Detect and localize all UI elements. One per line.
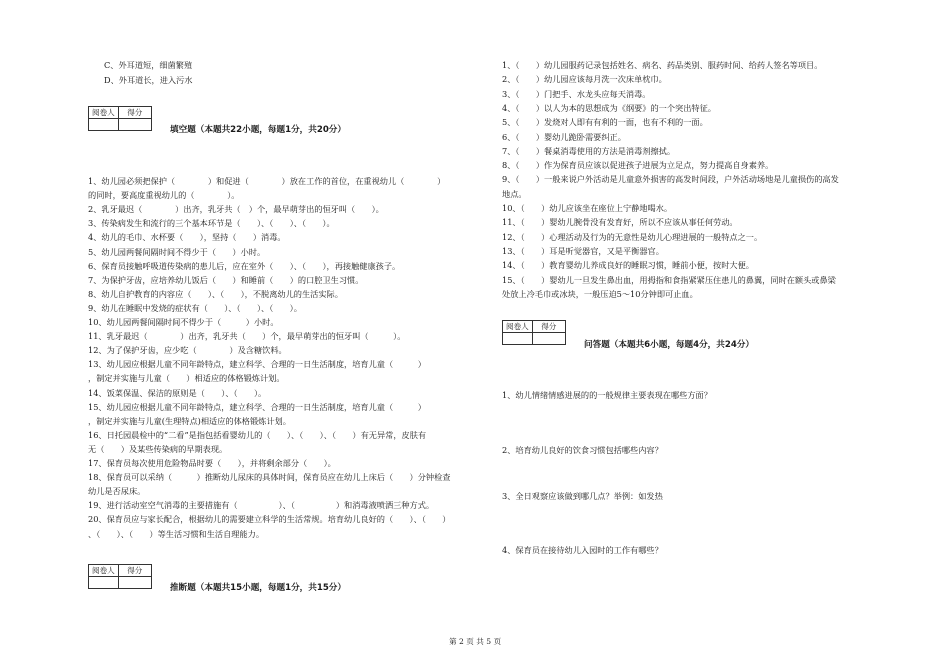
page-footer: 第 2 页 共 5 页 [448, 637, 502, 646]
qa-question-4: 4、保育员在接待幼儿入园时的工作有哪些？ [502, 545, 663, 555]
option-d: D、外耳道长，进入污水 [104, 75, 193, 85]
qa-question-2: 2、培育幼儿良好的饮食习惯包括哪些内容？ [502, 445, 663, 455]
fill-question-line: ，制定并实施与儿童（ ）相适应的体格锻炼计划。 [88, 373, 285, 384]
fill-question-line: 3、传染病发生和流行的三个基本环节是（ ）、（ ）、（ ）。 [88, 218, 335, 229]
judge-question-line: 地点。 [502, 188, 527, 199]
fill-question-line: 16、日托园晨检中的“二看”是指包括看婴幼儿的（ ）、（ ）、（ ）有无异常，皮肤有 [88, 429, 427, 440]
fill-question-line: 15、幼儿园应根据儿童不同年龄特点，建立科学、合理的一日生活制度，培育儿童（ ） [88, 401, 426, 412]
judge-question-line: 14、（ ）教育婴幼儿养成良好的睡眠习惯，睡前小便，按时大便。 [502, 260, 754, 271]
qa-question-1: 1、幼儿情绪情感进展的的一般规律主要表现在哪些方面？ [502, 390, 712, 400]
judge-question-line: 5、（ ）发烧对人即有有利的一面，也有不利的一面。 [502, 117, 708, 128]
qa-question-3: 3、全日观察应该做到哪几点？举例：如发热 [502, 491, 663, 501]
fill-question-line: 9、幼儿在睡眠中发烧的症状有（ ）、（ ）、（ ）。 [88, 302, 302, 313]
judge-question-line: 10、（ ）幼儿应该坐在座位上宁静地喝水。 [502, 203, 673, 213]
judge-question-line: 13、（ ）耳是听觉器官，又是平衡器官。 [502, 245, 664, 256]
judge-question-line: 12、（ ）心理活动及行为的无意性是幼儿心理进展的一般特点之一。 [502, 231, 763, 242]
reviewer-label: 阅卷人 [89, 565, 119, 577]
fill-question-line: 10、幼儿园两餐间隔时间不得少于（ ）小时。 [88, 317, 279, 327]
judge-question-line: 11、（ ）婴幼儿腕骨没有发育好，所以不应该从事任何劳动。 [502, 217, 738, 228]
option-c: C、外耳道短，细菌繁殖 [104, 60, 193, 70]
reviewer-label: 阅卷人 [503, 321, 533, 333]
judge-question-line: 7、（ ）餐桌消毒使用的方法是消毒剂擦拭。 [502, 145, 676, 156]
fill-question-line: 14、饭菜保温、保洁的原则是（ ）、（ ）。 [88, 387, 267, 398]
fill-question-line: 11、乳牙最迟（ ）出齐，乳牙共（ ）个，最早萌芽出的恒牙叫（ ）。 [88, 331, 406, 342]
score-label: 得分 [532, 321, 565, 333]
score-table-qa [502, 320, 566, 345]
judge-question-line: 8、（ ）作为保育员应该以促进孩子进展为立足点，努力提高自身素养。 [502, 160, 774, 171]
judge-question-line: 处放上冷毛巾或冰块，一般压迫5～10分钟即可止血。 [502, 288, 698, 299]
score-label: 得分 [118, 107, 151, 119]
fill-question-line: 2、乳牙最迟（ ）出齐，乳牙共（ ）个，最早萌芽出的恒牙叫（ ）。 [88, 204, 384, 215]
fill-question-line: 1、幼儿园必须把保护（ ）和促进（ ）放在工作的首位，在重视幼儿（ ） [88, 176, 446, 186]
fill-question-line: 5、幼儿园两餐间隔时间不得少于（ ）小时。 [88, 246, 266, 257]
score-table-fill [88, 106, 152, 131]
reviewer-label: 阅卷人 [89, 107, 119, 119]
fill-question-line: 18、保育员可以采纳（ ）推断幼儿尿床的具体时间，保育员应在幼儿上床后（ ）分钟检查 [88, 472, 451, 483]
fill-question-line: 4、幼儿的毛巾、水杯要（ ），坚持（ ）消毒。 [88, 232, 286, 243]
fill-question-line: 的同时，要高度重视幼儿的（ ）。 [88, 190, 240, 201]
fill-question-line: 8、幼儿自护教育的内容应（ ）、（ ），不脱离幼儿的生活实际。 [88, 288, 343, 299]
fill-question-line: ，制定并实施与儿童(生理特点)相适应的体格锻炼计划。 [88, 415, 291, 426]
fill-question-line: 无（ ）及某些传染病的早期表现。 [88, 443, 228, 454]
qa-section-title: 问答题（本题共6小题，每题4分，共24分） [584, 340, 755, 350]
fill-question-line: 12、为了保护牙齿，应少吃（ ）及含糖饮料。 [88, 345, 287, 356]
fill-question-line: 、（ ）、（ ）等生活习惯和生活自理能力。 [88, 528, 265, 539]
judge-question-line: 9、（ ）一般来说户外活动是儿童意外损害的高发时间段，户外活动场地是儿童损伤的高发 [502, 174, 839, 185]
judge-question-line: 1、（ ）幼儿园服药记录包括姓名、病名、药品类别、服药时间、给药人签名等项目。 [502, 60, 823, 70]
judge-question-line: 15、（ ）婴幼儿一旦发生鼻出血，用拇指和食指紧紧压住患儿的鼻翼，同时在额头或鼻梁 [502, 274, 836, 285]
judge-question-line: 4、（ ）以人为本的思想成为《纲要》的一个突出特征。 [502, 102, 716, 113]
score-table-judge [88, 564, 152, 589]
judge-question-line: 2、（ ）幼儿园应该每月洗一次床单枕巾。 [502, 74, 667, 85]
fill-question-line: 7、为保护牙齿，应培养幼儿饭后（ ）和睡前（ ）的口腔卫生习惯。 [88, 274, 364, 285]
score-label: 得分 [118, 565, 151, 577]
fill-question-line: 13、幼儿园应根据儿童不同年龄特点，建立科学、合理的一日生活制度，培育儿童（ ） [88, 359, 426, 370]
judge-section-title: 推断题（本题共15小题，每题1分，共15分） [170, 583, 346, 593]
judge-question-line: 3、（ ）门把手、水龙头应每天消毒。 [502, 88, 651, 99]
fill-question-line: 幼儿是否尿床。 [88, 486, 146, 497]
judge-question-line: 6、（ ）婴幼儿跪卧需要纠正。 [502, 131, 626, 142]
fill-question-line: 17、保育员每次使用危险物品时要（ ），并将剩余部分（ ）。 [88, 458, 336, 468]
fill-question-line: 20、保育员应与家长配合，根据幼儿的需要建立科学的生活常规。培育幼儿良好的（ ）、（ ） [88, 514, 451, 525]
fill-section-title: 填空题（本题共22小题，每题1分，共20分） [170, 125, 346, 135]
fill-question-line: 19、进行活动室空气消毒的主要措施有（ ）、（ ）和消毒液喷洒三种方式。 [88, 500, 435, 511]
fill-question-line: 6、保育员接触呼吸道传染病的患儿后，应在室外（ ）、（ ），再接触健康孩子。 [88, 260, 401, 271]
